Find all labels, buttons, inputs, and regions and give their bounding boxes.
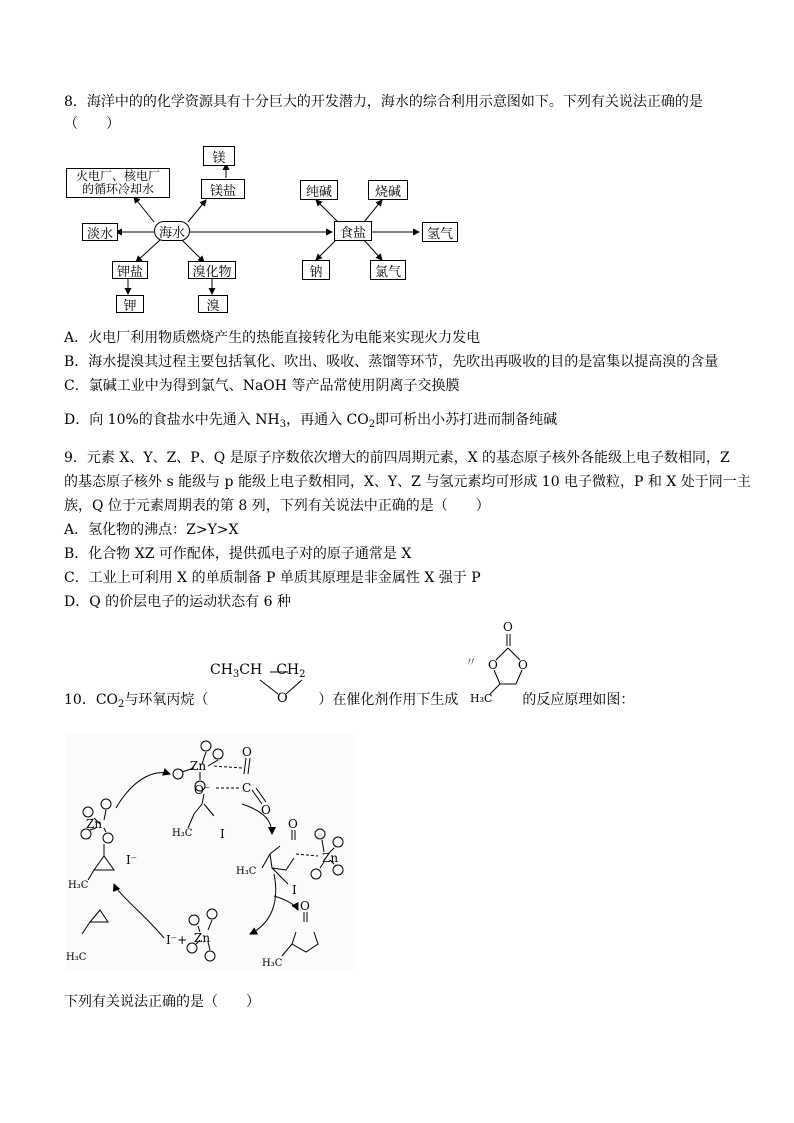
carbonate-mark: 〃 [465,655,478,669]
q9-option-c: C．工业上可利用 X 的单质制备 P 单质其原理是非金属性 X 强于 P [64,570,481,586]
mg-salt-box: 镁盐 [201,179,245,199]
epoxide-ch-mid: CH [239,662,263,678]
cycle-methyl-bottom: H₃C [66,952,87,963]
carbonate-o-right: O [518,658,528,672]
q10-co2-subscript: 2 [118,699,125,710]
salt-box: 食盐 [334,221,372,241]
cycle-zn-left: Zn [86,817,103,831]
q9-stem-line3: 族，Q 位于元素周期表的第 8 列，下列有关说法中正确的是（ ） [64,498,490,514]
q8-stem-line1: 8．海洋中的的化学资源具有十分巨大的开发潜力，海水的综合利用示意图如下。下列有关说法正确的是 [64,94,703,110]
q9-stem-line1: 9．元素 X、Y、Z、P、Q 是原子序数依次增大的前四周期元素，X 的基态原子核外各能级上电子数相同，Z [64,450,730,466]
catalytic-cycle-diagram [66,734,356,970]
caustic-soda-box: 烧碱 [368,180,408,200]
q9-option-b: B．化合物 XZ 可作配体，提供孤电子对的原子通常是 X [64,546,412,562]
br-box: 溴 [198,295,228,313]
seawater-diagram [64,142,464,318]
cycle-iodine-right: I [292,883,297,897]
cycle-o-minus-top: O⁻ [194,783,211,797]
epoxide-sub-2: 2 [299,669,306,680]
arrow-to-chlorine [364,240,382,260]
epoxide-sub-3: 3 [232,669,240,680]
epoxide-ch-left: CH [210,662,233,678]
q10-stem [64,690,634,710]
cycle-methyl-top: H₃C [172,828,193,839]
carbonate-o-left: O [488,658,498,672]
arrow-to-k-salt [136,240,160,262]
cycle-iodine-top: I [220,827,225,841]
q8-stem-line2: （ ） [64,116,120,132]
fresh-water-box: 淡水 [82,223,118,241]
k-salt-box: 钾盐 [112,261,148,279]
q8-option-d-part2: ，再通入 CO [286,412,369,428]
cycle-methyl-product: H₃C [262,958,283,969]
arrow-to-sodium [316,240,336,260]
nh3-subscript: 3 [279,419,287,430]
co2-subscript: 2 [368,419,376,430]
hydrogen-box: 氢气 [422,222,458,242]
coolant-box: 火电厂、核电厂 的循环冷却水 [66,168,170,198]
cycle-zn-top: Zn [190,759,207,773]
epoxide-ch-right: CH [276,662,300,678]
mg-box: 镁 [203,146,235,166]
cycle-zn-bottom: Zn [194,931,211,945]
epoxide-oxygen: O [277,691,288,706]
q10-stem-part4: 的反应原理如图： [522,692,635,708]
q8-option-d [64,410,557,430]
carbonate-o-top: O [503,620,513,634]
carbonate-h3c: H₃C [470,692,493,705]
cycle-carbon: C [242,781,252,795]
q9-stem-line2: 的基态原子核外 s 能级与 p 能级上电子数相同，X、Y、Z 与氢元素均可形成 10 电子微粒，P 和 X 处于同一主 [64,474,751,490]
cycle-o-right-top: O [288,817,298,831]
cycle-zn-right: Zn [322,851,339,865]
q10-stem-part3: ）在催化剂作用下生成 [318,692,459,708]
soda-ash-box: 纯碱 [300,180,338,200]
arrow-to-bromide [182,240,204,262]
arrow-to-mg-salt [188,200,206,222]
sodium-box: 钠 [302,260,330,280]
cycle-methyl-right: H₃C [236,866,257,877]
q10-stem-part1: 10．CO [64,692,119,708]
cycle-o-product: O [300,899,310,913]
q9-option-a: A．氢化物的沸点：Z>Y>X [64,522,239,538]
cycle-o-right: O [261,803,271,817]
arrow-to-coolant [134,197,154,222]
cycle-iodide-left: I⁻ [126,853,138,867]
q10-question: 下列有关说法正确的是（ ） [64,994,260,1010]
cycle-methyl-left: H₃C [68,880,89,891]
bromide-box: 溴化物 [188,261,236,279]
chlorine-box: 氯气 [370,260,406,280]
q10-stem-part2: 与环氧丙烷（ [124,692,209,708]
cycle-iodide-plus: I⁻+ [166,933,188,947]
q8-option-a: A．火电厂利用物质燃烧产生的热能直接转化为电能来实现火力发电 [64,330,481,346]
arrow-to-caustic [364,200,382,222]
q8-option-d-part1: D．向 10%的食盐水中先通入 NH [64,412,280,428]
cycle-o-top: O [242,745,252,759]
arrow-to-soda-ash [316,200,338,222]
q9-option-d: D．Q 的价层电子的运动状态有 6 种 [64,594,291,610]
q8-option-c: C．氯碱工业中为得到氯气、NaOH 等产品常使用阴离子交换膜 [64,378,460,394]
seawater-box: 海水 [154,221,190,241]
q8-option-d-part3: 即可析出小苏打进而制备纯碱 [375,412,558,428]
k-box: 钾 [116,295,144,313]
q8-option-b: B．海水提溴其过程主要包括氧化、吹出、吸收、蒸馏等环节，先吹出再吸收的目的是富集以提高溴的含量 [64,354,719,370]
